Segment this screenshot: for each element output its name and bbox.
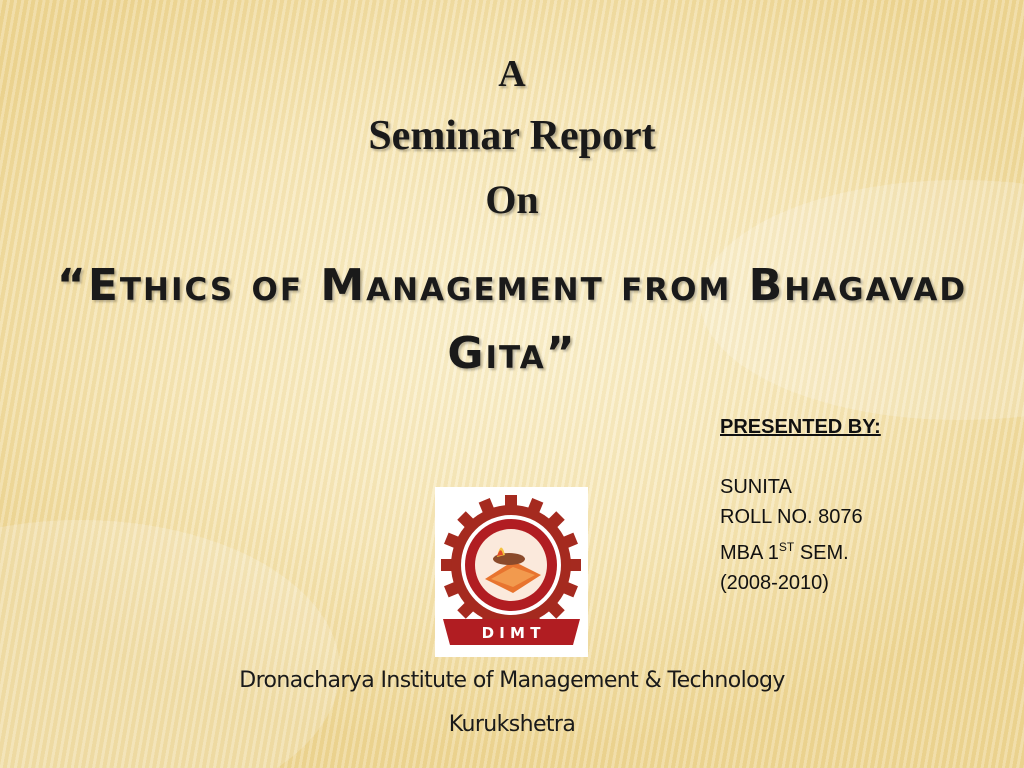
presented-by-heading: PRESENTED BY: [720, 416, 881, 438]
seminar-topic-title: “Ethics of Management from Bhagavad Gita” [56, 260, 968, 379]
course-prefix: MBA 1 [720, 542, 779, 564]
roll-number: ROLL NO. 8076 [720, 506, 863, 528]
institute-logo [435, 487, 588, 657]
spacer [720, 442, 881, 472]
course-ordinal: ST [778, 540, 795, 554]
dimt-logo-icon [435, 487, 588, 657]
institute-city: Kurukshetra [448, 712, 576, 737]
title-line-on: On [485, 177, 539, 222]
title-line-a: A [498, 53, 526, 95]
institute-name: Dronacharya Institute of Management & Technology [239, 668, 785, 693]
course-suffix: SEM. [794, 542, 849, 564]
course-semester [720, 532, 881, 568]
logo-text: D I M T [481, 624, 541, 642]
presenter-name: SUNITA [720, 476, 792, 498]
title-line-seminar-report: Seminar Report [368, 113, 656, 159]
session-years: (2008-2010) [720, 572, 829, 594]
presenter-details [720, 412, 881, 598]
